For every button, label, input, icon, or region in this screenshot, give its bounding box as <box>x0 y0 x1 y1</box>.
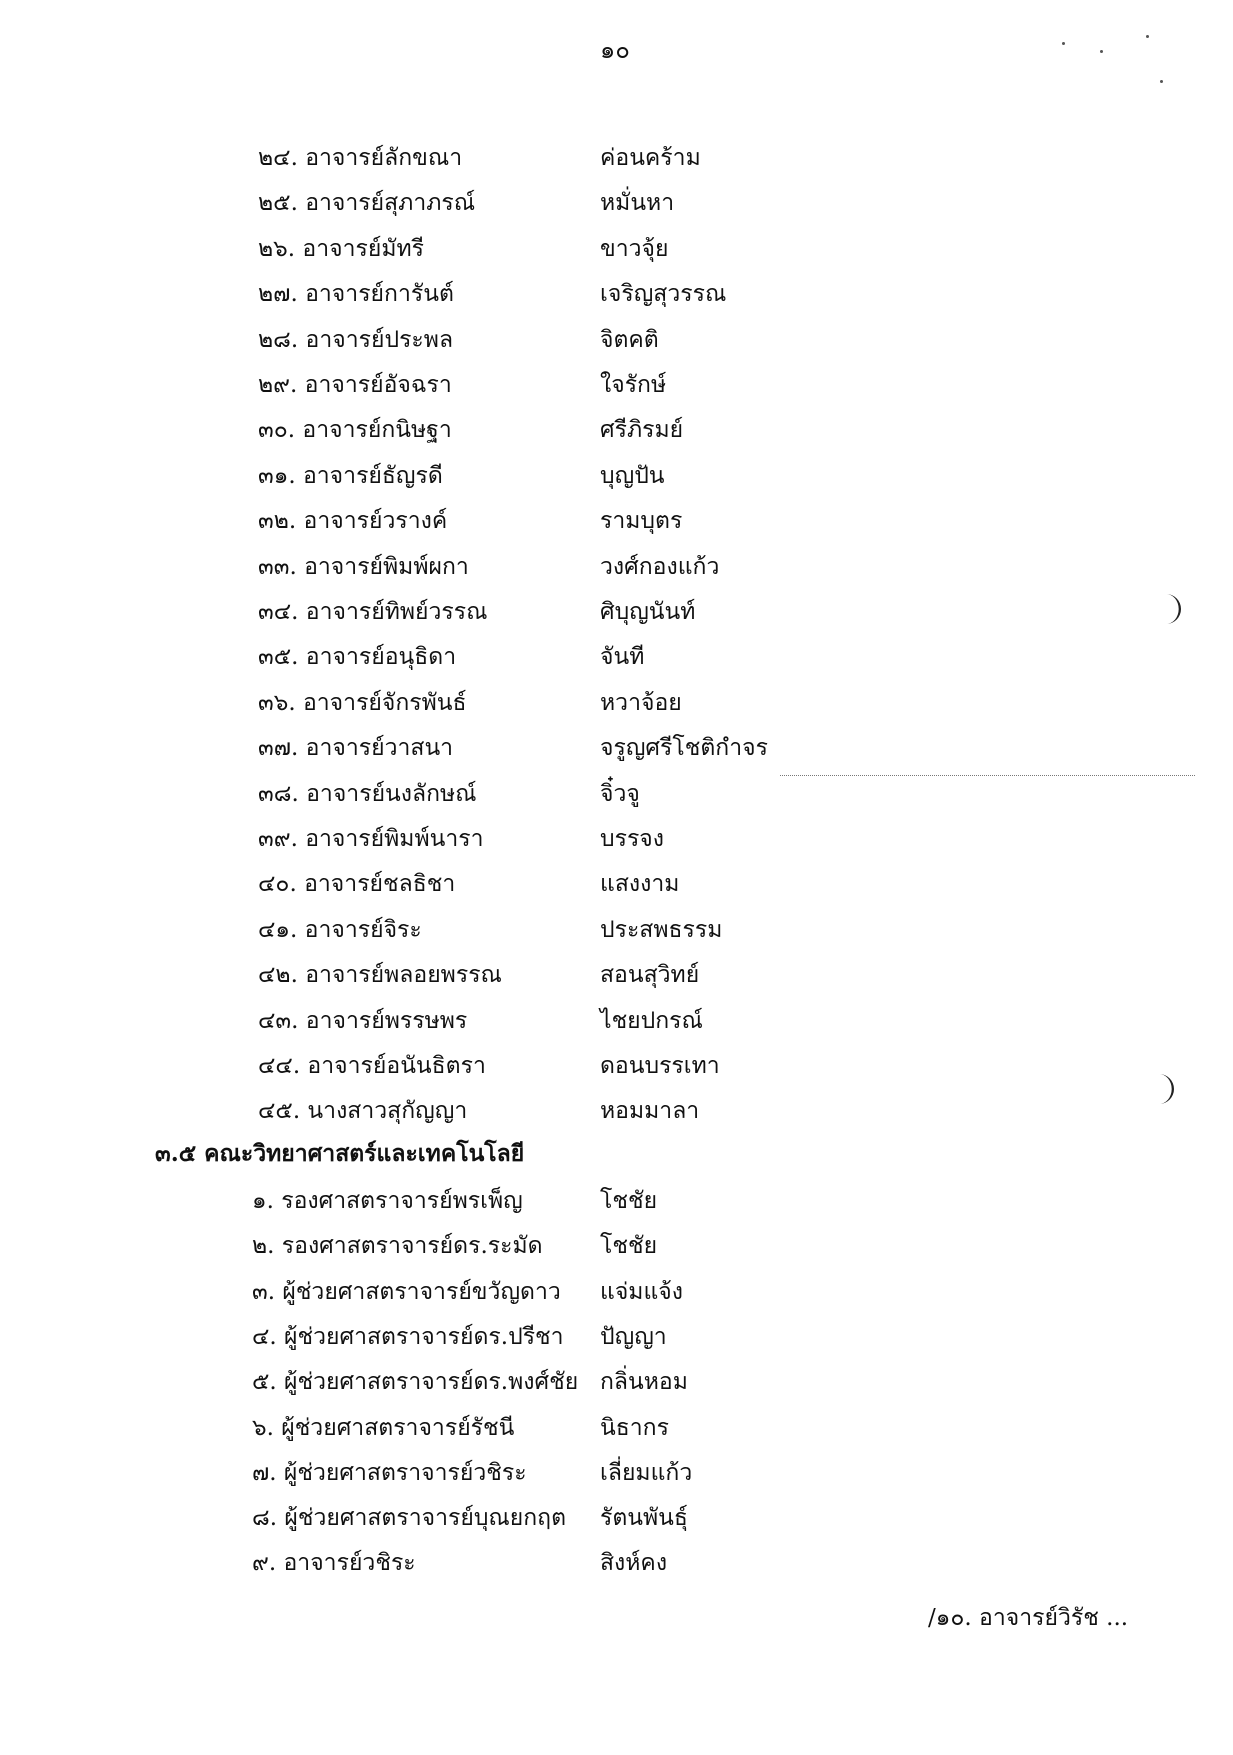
person-surname: ปัญญา <box>600 1323 667 1350</box>
person-name: ๓๑. อาจารย์ธัญรดี <box>258 462 443 489</box>
person-name: ๗. ผู้ช่วยศาสตราจารย์วชิระ <box>252 1459 527 1486</box>
person-surname: โชชัย <box>600 1188 658 1214</box>
person-name: ๒๕. อาจารย์สุภาภรณ์ <box>258 190 476 217</box>
list-item <box>258 910 818 950</box>
list-item <box>258 274 818 314</box>
person-surname: ประสพธรรม <box>600 916 723 943</box>
list-item <box>258 864 818 904</box>
list-item <box>258 365 818 405</box>
person-name: ๓๗. อาจารย์วาสนา <box>258 735 454 762</box>
list-item <box>258 774 818 814</box>
list-item <box>252 1408 812 1448</box>
person-name: ๘. ผู้ช่วยศาสตราจารย์บุณยกฤต <box>252 1505 567 1532</box>
person-name: ๑. รองศาสตราจารย์พรเพ็ญ <box>252 1188 523 1214</box>
person-surname: โชชัย <box>600 1233 658 1260</box>
person-name: ๕. ผู้ช่วยศาสตราจารย์ดร.พงศ์ชัย <box>252 1369 579 1396</box>
person-surname: สอนสุวิทย์ <box>600 962 700 989</box>
list-item <box>258 547 818 587</box>
person-name: ๔๔. อาจารย์อนันธิตรา <box>258 1053 486 1079</box>
scan-speck <box>1160 80 1163 83</box>
person-surname: ค่อนคร้าม <box>600 145 701 171</box>
list-item <box>258 320 818 360</box>
person-surname: ศรีภิรมย์ <box>600 417 684 444</box>
person-surname: เจริญสุวรรณ <box>600 281 727 308</box>
person-surname: รามบุตร <box>600 508 683 535</box>
list-item <box>252 1362 812 1402</box>
person-name: ๓๘. อาจารย์นงลักษณ์ <box>258 780 477 807</box>
list-item <box>258 138 818 178</box>
person-name: ๓๓. อาจารย์พิมพ์ผกา <box>258 553 469 580</box>
continuation-note: /๑๐. อาจารย์วิรัช ... <box>928 1605 1129 1631</box>
person-surname: จันที <box>600 644 645 671</box>
person-surname: สิงห์คง <box>600 1550 668 1577</box>
person-name: ๔๐. อาจารย์ชลธิชา <box>258 871 456 898</box>
list-item <box>252 1498 812 1538</box>
section-heading: ๓.๕ คณะวิทยาศาสตร์และเทคโนโลยี <box>155 1140 525 1167</box>
person-name: ๓๒. อาจารย์วรางค์ <box>258 508 448 535</box>
person-name: ๒๖. อาจารย์มัทรี <box>258 235 425 262</box>
list-item <box>258 1091 818 1131</box>
person-name: ๓. ผู้ช่วยศาสตราจารย์ขวัญดาว <box>252 1278 561 1305</box>
person-name: ๔๒. อาจารย์พลอยพรรณ <box>258 962 502 989</box>
list-item <box>252 1317 812 1357</box>
list-item <box>258 637 818 677</box>
person-surname: หอมมาลา <box>600 1098 700 1125</box>
person-name: ๒๙. อาจารย์อัจฉรา <box>258 372 452 398</box>
list-item <box>258 592 818 632</box>
list-item <box>252 1543 812 1583</box>
person-surname: ใจรักษ์ <box>600 372 667 398</box>
person-surname: แจ่มแจ้ง <box>600 1278 683 1305</box>
person-surname: วงศ์กองแก้ว <box>600 553 720 580</box>
person-surname: รัตนพันธุ์ <box>600 1505 688 1532</box>
person-surname: หมั่นหา <box>600 190 675 217</box>
person-name: ๒. รองศาสตราจารย์ดร.ระมัด <box>252 1233 543 1260</box>
person-name: ๖. ผู้ช่วยศาสตราจารย์รัชนี <box>252 1414 515 1441</box>
person-surname: กลิ่นหอม <box>600 1369 688 1396</box>
list-item <box>258 728 818 768</box>
person-surname: จิตคติ <box>600 326 659 353</box>
person-surname: บุญปัน <box>600 462 665 489</box>
person-surname: ขาวจุ้ย <box>600 235 669 262</box>
list-item <box>258 501 818 541</box>
person-surname: ดอนบรรเทา <box>600 1053 720 1079</box>
list-item <box>252 1453 812 1493</box>
person-name: ๓๐. อาจารย์กนิษฐา <box>258 417 452 444</box>
person-surname: เลี่ยมแก้ว <box>600 1459 693 1486</box>
binder-hole-mark <box>1153 1072 1175 1106</box>
person-name: ๒๗. อาจารย์การันต์ <box>258 281 454 308</box>
person-surname: หวาจ้อย <box>600 689 682 716</box>
list-item <box>258 456 818 496</box>
person-name: ๓๖. อาจารย์จักรพันธ์ <box>258 689 467 716</box>
person-name: ๙. อาจารย์วชิระ <box>252 1550 416 1577</box>
person-name: ๓๔. อาจารย์ทิพย์วรรณ <box>258 599 488 625</box>
list-item <box>258 229 818 269</box>
person-name: ๓๙. อาจารย์พิมพ์นารา <box>258 826 484 852</box>
list-item <box>258 1001 818 1041</box>
person-name: ๔๑. อาจารย์จิระ <box>258 916 422 943</box>
person-name: ๔๕. นางสาวสุกัญญา <box>258 1098 468 1125</box>
list-item <box>258 1046 818 1086</box>
person-name: ๔. ผู้ช่วยศาสตราจารย์ดร.ปรีชา <box>252 1323 564 1350</box>
person-surname: จิ๋วจู <box>600 780 640 807</box>
list-item <box>252 1272 812 1312</box>
person-surname: ไชยปกรณ์ <box>600 1007 703 1034</box>
scan-speck <box>1062 42 1065 45</box>
person-surname: นิธากร <box>600 1414 669 1441</box>
dotted-line <box>780 775 1195 776</box>
binder-hole-mark <box>1160 592 1182 626</box>
page-number: ๑๐ <box>600 36 630 64</box>
list-item <box>258 955 818 995</box>
scan-speck <box>1100 50 1103 53</box>
person-name: ๔๓. อาจารย์พรรษพร <box>258 1007 468 1034</box>
person-name: ๒๘. อาจารย์ประพล <box>258 326 454 353</box>
list-item <box>258 819 818 859</box>
list-item <box>252 1181 812 1221</box>
person-surname: จรูญศรีโชติกำจร <box>600 735 768 762</box>
list-item <box>252 1226 812 1266</box>
person-surname: บรรจง <box>600 826 665 852</box>
person-surname: แสงงาม <box>600 871 680 898</box>
scan-speck <box>1146 35 1149 38</box>
list-item <box>258 410 818 450</box>
person-name: ๒๔. อาจารย์ลักขณา <box>258 145 463 171</box>
list-item <box>258 683 818 723</box>
person-surname: ศิบุญนันท์ <box>600 599 696 625</box>
list-item <box>258 183 818 223</box>
person-name: ๓๕. อาจารย์อนุธิดา <box>258 644 457 671</box>
